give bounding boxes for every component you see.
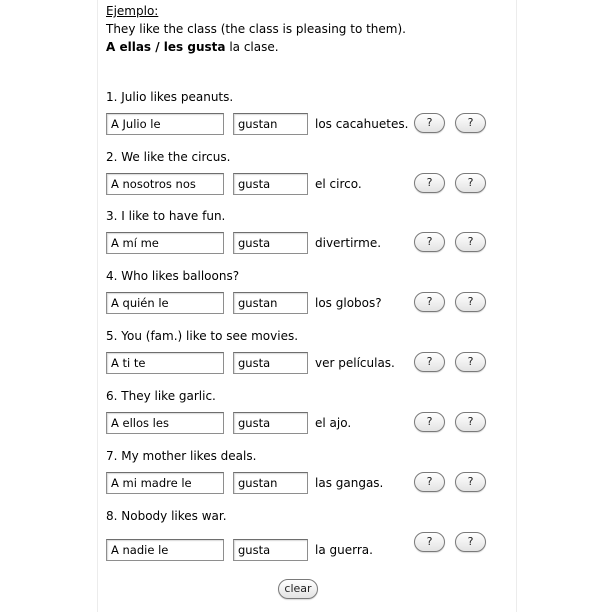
subject-input[interactable]: A mi madre le (106, 472, 224, 494)
subject-input[interactable]: A quién le (106, 292, 224, 314)
subject-input[interactable]: A nadie le (106, 539, 224, 561)
subject-hint-button[interactable]: ? (414, 532, 445, 552)
subject-input[interactable]: A ti te (106, 352, 224, 374)
sentence-ending: ver películas. (315, 356, 395, 370)
sentence-ending: el circo. (315, 177, 362, 191)
verb-hint-button[interactable]: ? (455, 232, 486, 252)
verb-hint-button[interactable]: ? (455, 113, 486, 133)
verb-hint-button[interactable]: ? (455, 472, 486, 492)
verb-hint-button[interactable]: ? (455, 352, 486, 372)
example-block (106, 2, 406, 56)
subject-input[interactable]: A Julio le (106, 113, 224, 135)
subject-hint-button[interactable]: ? (414, 412, 445, 432)
subject-hint-button[interactable]: ? (414, 232, 445, 252)
question-label: 2. We like the circus. (106, 150, 231, 164)
verb-hint-button[interactable]: ? (455, 412, 486, 432)
subject-input[interactable]: A ellos les (106, 412, 224, 434)
example-english: They like the class (the class is pleasing to them). (106, 22, 406, 36)
verb-hint-button[interactable]: ? (455, 292, 486, 312)
sentence-ending: los cacahuetes. (315, 117, 409, 131)
subject-hint-button[interactable]: ? (414, 113, 445, 133)
question-label: 5. You (fam.) like to see movies. (106, 329, 299, 343)
subject-input[interactable]: A nosotros nos (106, 173, 224, 195)
question-label: 3. I like to have fun. (106, 209, 226, 223)
sentence-ending: los globos? (315, 296, 382, 310)
page-edge-left (97, 0, 98, 612)
sentence-ending: la guerra. (315, 543, 373, 557)
example-answer (106, 38, 406, 56)
subject-hint-button[interactable]: ? (414, 173, 445, 193)
verb-input[interactable]: gusta (233, 173, 308, 195)
verb-input[interactable]: gustan (233, 292, 308, 314)
verb-input[interactable]: gusta (233, 232, 308, 254)
subject-input[interactable]: A mí me (106, 232, 224, 254)
verb-input[interactable]: gusta (233, 412, 308, 434)
verb-hint-button[interactable]: ? (455, 173, 486, 193)
verb-input[interactable]: gustan (233, 113, 308, 135)
subject-hint-button[interactable]: ? (414, 292, 445, 312)
example-answer-rest: la clase. (225, 40, 279, 54)
verb-input[interactable]: gustan (233, 472, 308, 494)
sentence-ending: las gangas. (315, 476, 384, 490)
example-answer-bold: A ellas / les gusta (106, 40, 226, 54)
question-label: 7. My mother likes deals. (106, 449, 257, 463)
question-label: 6. They like garlic. (106, 389, 216, 403)
example-title: Ejemplo: (106, 4, 159, 18)
subject-hint-button[interactable]: ? (414, 352, 445, 372)
sentence-ending: el ajo. (315, 416, 352, 430)
verb-hint-button[interactable]: ? (455, 532, 486, 552)
page-edge-right (516, 0, 517, 612)
verb-input[interactable]: gusta (233, 539, 308, 561)
question-label: 1. Julio likes peanuts. (106, 90, 234, 104)
question-label: 4. Who likes balloons? (106, 269, 240, 283)
sentence-ending: divertirme. (315, 236, 382, 250)
question-label: 8. Nobody likes war. (106, 509, 227, 523)
subject-hint-button[interactable]: ? (414, 472, 445, 492)
clear-button[interactable]: clear (278, 579, 318, 599)
verb-input[interactable]: gusta (233, 352, 308, 374)
